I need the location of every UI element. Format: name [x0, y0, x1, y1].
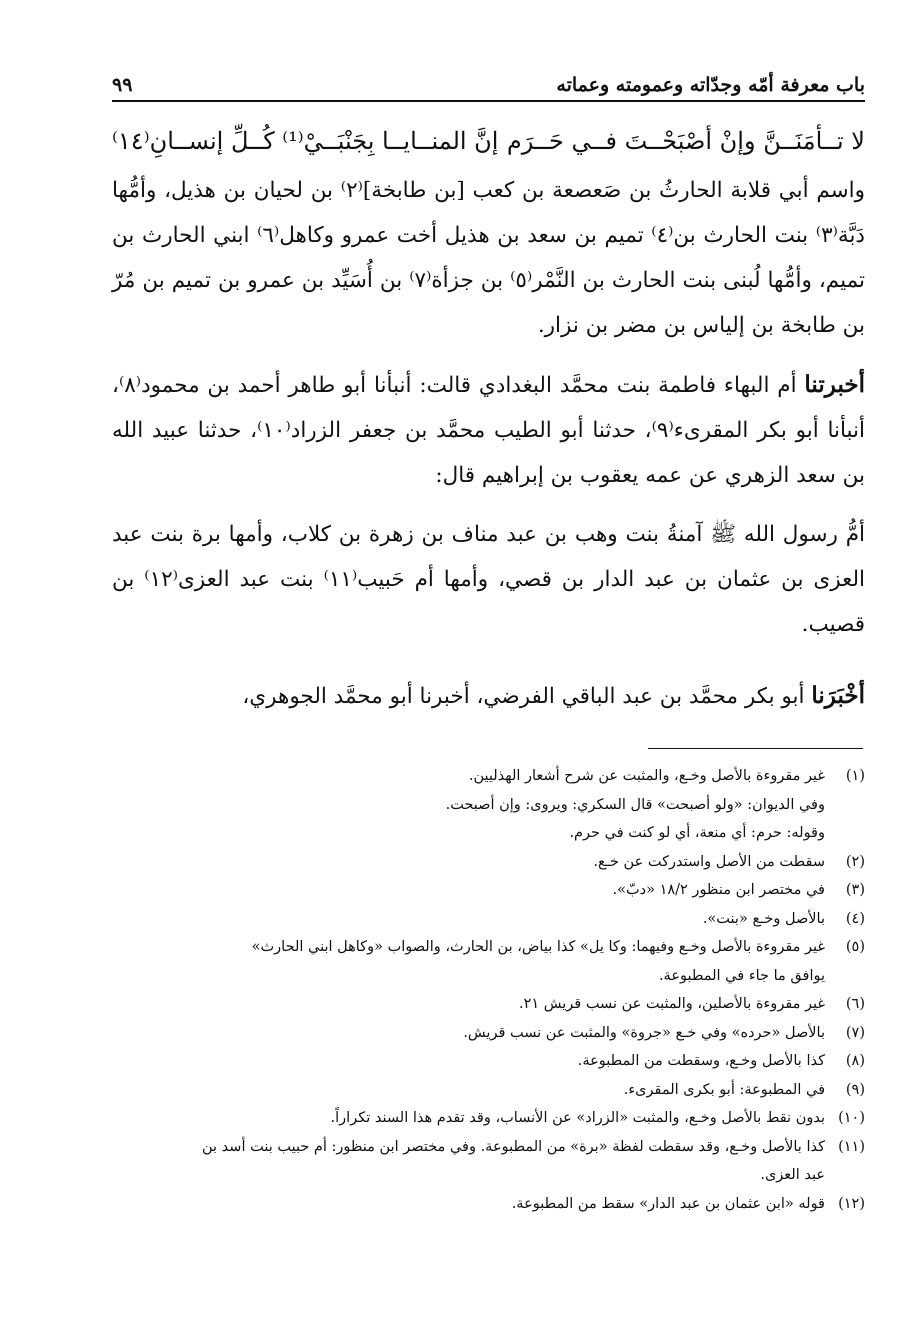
paragraph-prophet-mother [112, 512, 865, 647]
paragraph-text: أمُّ رسول الله ﷺ آمنةُ بنت وهب بن عبد مناف بن زهرة بن كلاب، وأمها برة بنت عبد العزى بن عثمان بن عبد الدار بن قصي، وأمها أم حَبيب⁽١١⁾ بنت عبد العزى⁽١٢⁾ بن قصيب. [112, 522, 865, 637]
footnote [112, 1190, 865, 1219]
footnote-continuation: وقوله: حرم: أي منعة، أي لو كنت في حرم. [569, 825, 825, 841]
footnote-number: (٩) [845, 1081, 865, 1098]
footnote-text: كذا بالأصل وخـع، وقد سقطت لفظة «برة» من المطبوعة. وفي مختصر ابن منظور: أم حبيب بنت أسد بن [202, 1138, 825, 1155]
footnote-text: غير مقروءة بالأصل وخـع، والمثبت عن شرح أشعار الهذليين. [468, 768, 825, 784]
footnote-number: (٧) [845, 1024, 865, 1041]
footnote [112, 1133, 865, 1162]
footnote-continuation: يوافق ما جاء في المطبوعة. [658, 967, 825, 984]
paragraph-text: أبو بكر محمَّد بن عبد الباقي الفرضي، أخبرنا أبو محمَّد الجوهري، [242, 684, 805, 709]
footnote [112, 933, 865, 962]
footnote-number: (٣) [845, 882, 865, 898]
main-text [112, 118, 865, 719]
paragraph-isnad-second [112, 673, 865, 719]
footnote [112, 876, 865, 905]
poem-verse [112, 118, 865, 168]
footnote-text: بدون نقط بالأصل وخـع، والمثبت «الزراد» عن الأنساب، وقد تقدم هذا السند تكراراً. [330, 1110, 825, 1126]
paragraph-text: أم البهاء فاطمة بنت محمَّد البغدادي قالت: أنبأنا أبو طاهر أحمد بن محمود⁽٨⁾، أنبأنا أبو بكر المقرىء⁽٩⁾، حدثنا أبو الطيب محمَّد بن جعفر الزراد⁽١٠⁾، حدثنا عبيد الله بن سعد الزهري عن عمه يعقوب بن إبراهيم قال: [112, 373, 865, 488]
verse-hemistich-first: لا تــأمَنَــنَّ وإنْ أصْبَحْــتَ فــي حَــرَم [506, 127, 865, 155]
footnote-text: غير مقروءة بالأصلين، والمثبت عن نسب قريش ٢١. [518, 996, 825, 1012]
footnote-number: (٦) [845, 996, 865, 1012]
paragraph-isnad [112, 362, 865, 498]
footnote [112, 1104, 865, 1133]
paragraph-lead-word: أخْبَرَنا [811, 682, 865, 709]
footnote-text: سقطت من الأصل واستدركت عن خـع. [593, 853, 825, 870]
footnote [112, 1047, 865, 1076]
footnote-number: (١٠) [838, 1110, 865, 1126]
footnote-continuation: عبد العزى. [760, 1167, 825, 1183]
footnote-number: (٨) [845, 1053, 865, 1069]
footnote-text: غير مقروءة بالأصل وخـع وفيهما: وكا يل» كذا بياض، بن الحارث، والصواب «وكاهل ابني الحارث» [251, 939, 825, 955]
footnote [112, 905, 865, 934]
verse-hemistich-second: إنَّ المنــايــا بِجَنْبَــيْ⁽¹⁾ كُــلِّ إنســانِ⁽١٤⁾ [112, 127, 499, 155]
footnote-text: في المطبوعة: أبو بكرى المقرىء. [623, 1081, 825, 1098]
footnote-text: في مختصر ابن منظور ١٨/٢ «دبّ». [612, 882, 825, 898]
footnote-continuation: وفي الديوان: «ولو أصبحت» قال السكري: ويروى: وإن أصبحت. [445, 796, 825, 813]
running-header [112, 60, 865, 102]
page-number: ٩٩ [112, 74, 133, 96]
footnote-number: (١٢) [838, 1195, 865, 1212]
footnote-text: كذا بالأصل وخـع، وسقطت من المطبوعة. [577, 1053, 825, 1069]
footnote [112, 990, 865, 1019]
paragraph-lineage [112, 168, 865, 348]
paragraph-lead-word: أخبرتنا [804, 371, 865, 398]
footnote-number: (٤) [845, 910, 865, 927]
footnote-text: بالأصل «حرده» وفي خـع «جروة» والمثبت عن نسب قريش. [463, 1024, 825, 1041]
paragraph-text: واسم أبي قلابة الحارثُ بن صَعصعة بن كعب [بن طابخة]⁽٢⁾ بن لحيان بن هذيل، وأمُّها دَبَّة⁽٣⁾ بنت الحارث بن⁽٤⁾ تميم بن سعد بن هذيل أخت عمرو وكاهل⁽٦⁾ ابني الحارث بن تميم، وأمُّها لُبنى بنت الحارث بن النَّمْر⁽٥⁾ بن جزأة⁽٧⁾ بن أُسَيِّد بن عمرو بن تميم بن مُرّ بن طابخة بن إلياس بن مضر بن نزار. [112, 178, 866, 338]
footnote-number: (٢) [845, 853, 865, 870]
footnote [112, 762, 865, 791]
footnote-number: (١١) [838, 1138, 865, 1155]
footnote [112, 1019, 865, 1048]
footnote-separator [648, 748, 863, 749]
footnote-text: قوله «ابن عثمان بن عبد الدار» سقط من المطبوعة. [511, 1195, 825, 1212]
footnote-text: بالأصل وخـع «بنت». [702, 910, 825, 927]
footnote-number: (١) [845, 768, 865, 784]
footnote [112, 1076, 865, 1105]
footnote-number: (٥) [845, 939, 865, 955]
footnote [112, 848, 865, 877]
footnotes [112, 762, 865, 1218]
chapter-title: باب معرفة أمّه وجدّاته وعمومته وعماته [556, 74, 865, 96]
